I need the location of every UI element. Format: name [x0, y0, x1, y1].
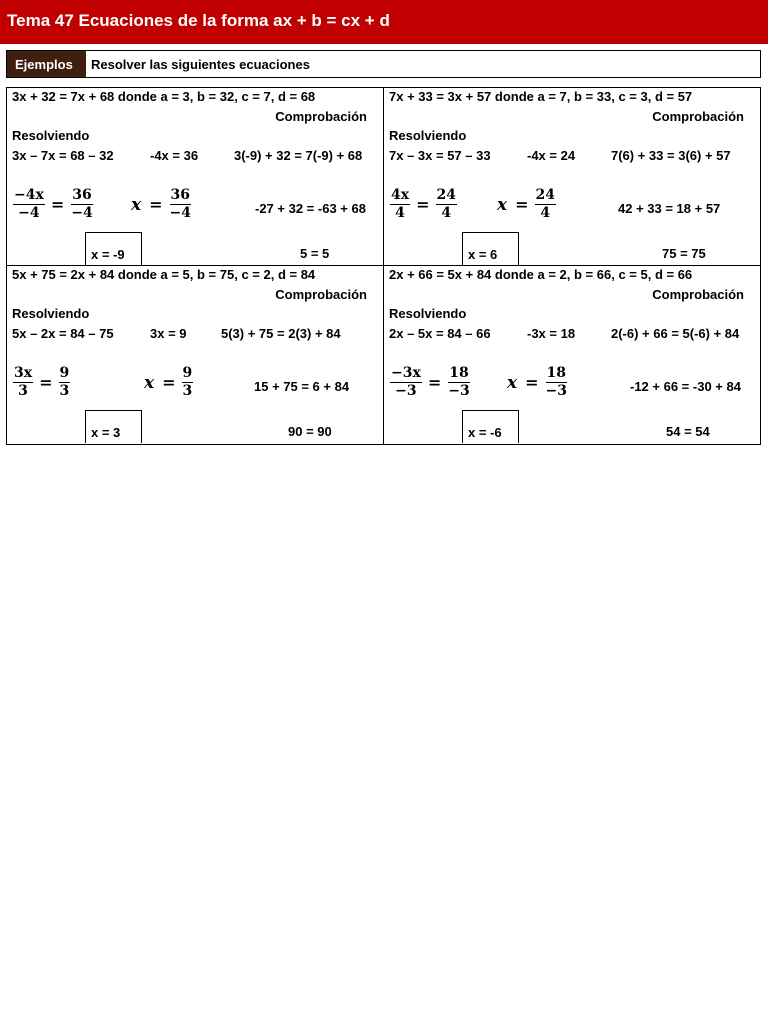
frac-numerator: 3x — [14, 365, 33, 381]
check-label: Comprobación — [652, 109, 744, 124]
frac-numerator: 9 — [59, 365, 70, 381]
frac-numerator: 18 — [449, 365, 469, 381]
check-evaluated: 15 + 75 = 6 + 84 — [254, 379, 350, 394]
example-cell-4 — [384, 266, 760, 443]
step-simplified: 3x = 9 — [150, 326, 187, 341]
solving-label: Resolviendo — [12, 128, 90, 143]
example-cell-1 — [7, 88, 383, 265]
check-evaluated: 42 + 33 = 18 + 57 — [618, 201, 721, 216]
frac-numerator: 4x — [391, 187, 410, 203]
equation-statement: 2x + 66 = 5x + 84 donde a = 2, b = 66, c = 5, d = 66 — [389, 267, 693, 282]
variable-x: x — [131, 194, 142, 215]
step-simplified: -3x = 18 — [527, 326, 576, 341]
equation-statement: 5x + 75 = 2x + 84 donde a = 5, b = 75, c = 2, d = 84 — [12, 267, 316, 282]
frac-denominator: 3 — [18, 383, 28, 399]
example-cell-3 — [7, 266, 383, 443]
check-label: Comprobación — [275, 109, 367, 124]
answer-value: x = 3 — [91, 425, 121, 440]
equation-statement: 7x + 33 = 3x + 57 donde a = 7, b = 33, c = 3, d = 57 — [389, 89, 693, 104]
check-result: 5 = 5 — [300, 246, 330, 261]
answer-value: x = 6 — [468, 247, 498, 262]
frac-numerator: 9 — [182, 365, 193, 381]
answer-box — [462, 410, 519, 443]
solution-fraction: x = $\frac{9}{3}$ — [144, 365, 193, 399]
equation-statement: 3x + 32 = 7x + 68 donde a = 3, b = 32, c = 7, d = 68 — [12, 89, 316, 104]
frac-denominator: −4 — [169, 205, 192, 221]
frac-denominator: 4 — [540, 205, 551, 221]
frac-numerator: 24 — [436, 187, 456, 203]
step-group-terms: 7x – 3x = 57 – 33 — [389, 148, 491, 163]
frac-denominator: 3 — [59, 383, 70, 399]
division-step: $\frac{3x}{3}$ = $\frac{9}{3}$ — [14, 365, 70, 399]
frac-numerator: 24 — [535, 187, 556, 203]
frac-denominator: −4 — [71, 205, 93, 221]
examples-header — [6, 50, 761, 78]
step-group-terms: 2x – 5x = 84 – 66 — [389, 326, 491, 341]
frac-numerator: 36 — [72, 187, 92, 203]
solving-label: Resolviendo — [12, 306, 90, 321]
check-label: Comprobación — [275, 287, 367, 302]
check-label: Comprobación — [652, 287, 744, 302]
division-step: $\frac{4x}{4}$ = $\frac{24}{4}$ — [391, 187, 456, 221]
division-step: $\frac{-3x}{-3}$ = $\frac{18}{-3}$ — [391, 365, 470, 399]
division-step: $\frac{-4x}{-4}$ = $\frac{36}{-4}$ — [14, 187, 93, 221]
solving-label: Resolviendo — [389, 306, 467, 321]
step-group-terms: 5x – 2x = 84 – 75 — [12, 326, 114, 341]
step-simplified: -4x = 24 — [527, 148, 576, 163]
frac-denominator: 4 — [395, 205, 405, 221]
check-substitution: 5(3) + 75 = 2(3) + 84 — [221, 326, 341, 341]
check-result: 75 = 75 — [662, 246, 706, 261]
frac-numerator: 36 — [170, 187, 191, 203]
frac-denominator: −3 — [545, 383, 568, 399]
frac-denominator: −4 — [18, 205, 40, 221]
check-substitution: 2(-6) + 66 = 5(-6) + 84 — [611, 326, 740, 341]
step-group-terms: 3x – 7x = 68 – 32 — [12, 148, 114, 163]
answer-box — [85, 232, 142, 265]
frac-numerator: 18 — [546, 365, 567, 381]
check-substitution: 7(6) + 33 = 3(6) + 57 — [611, 148, 731, 163]
answer-box — [462, 232, 519, 265]
frac-numerator: −4x — [14, 187, 44, 203]
solution-fraction: x = $\frac{36}{-4}$ — [131, 187, 192, 221]
frac-numerator: −3x — [391, 365, 421, 381]
answer-value: x = -6 — [468, 425, 502, 440]
variable-x: x — [507, 372, 518, 393]
variable-x: x — [144, 372, 155, 393]
answer-value: x = -9 — [91, 247, 125, 262]
solution-fraction: x = $\frac{18}{-3}$ — [507, 365, 568, 399]
check-substitution: 3(-9) + 32 = 7(-9) + 68 — [234, 148, 363, 163]
examples-description: Resolver las siguientes ecuaciones — [91, 57, 310, 72]
solving-label: Resolviendo — [389, 128, 467, 143]
page-title: Tema 47 Ecuaciones de la forma ax + b = cx + d — [0, 0, 768, 44]
step-simplified: -4x = 36 — [150, 148, 199, 163]
frac-denominator: 3 — [182, 383, 193, 399]
examples-grid — [6, 87, 761, 445]
frac-denominator: −3 — [448, 383, 470, 399]
check-result: 54 = 54 — [666, 424, 710, 439]
check-evaluated: -27 + 32 = -63 + 68 — [255, 201, 366, 216]
solution-fraction: x = $\frac{24}{4}$ — [497, 187, 556, 221]
check-result: 90 = 90 — [288, 424, 332, 439]
frac-denominator: −3 — [395, 383, 417, 399]
examples-tag: Ejemplos — [7, 51, 86, 77]
variable-x: x — [497, 194, 508, 215]
frac-denominator: 4 — [441, 205, 452, 221]
answer-box — [85, 410, 142, 443]
check-evaluated: -12 + 66 = -30 + 84 — [630, 379, 741, 394]
example-cell-2 — [384, 88, 760, 265]
